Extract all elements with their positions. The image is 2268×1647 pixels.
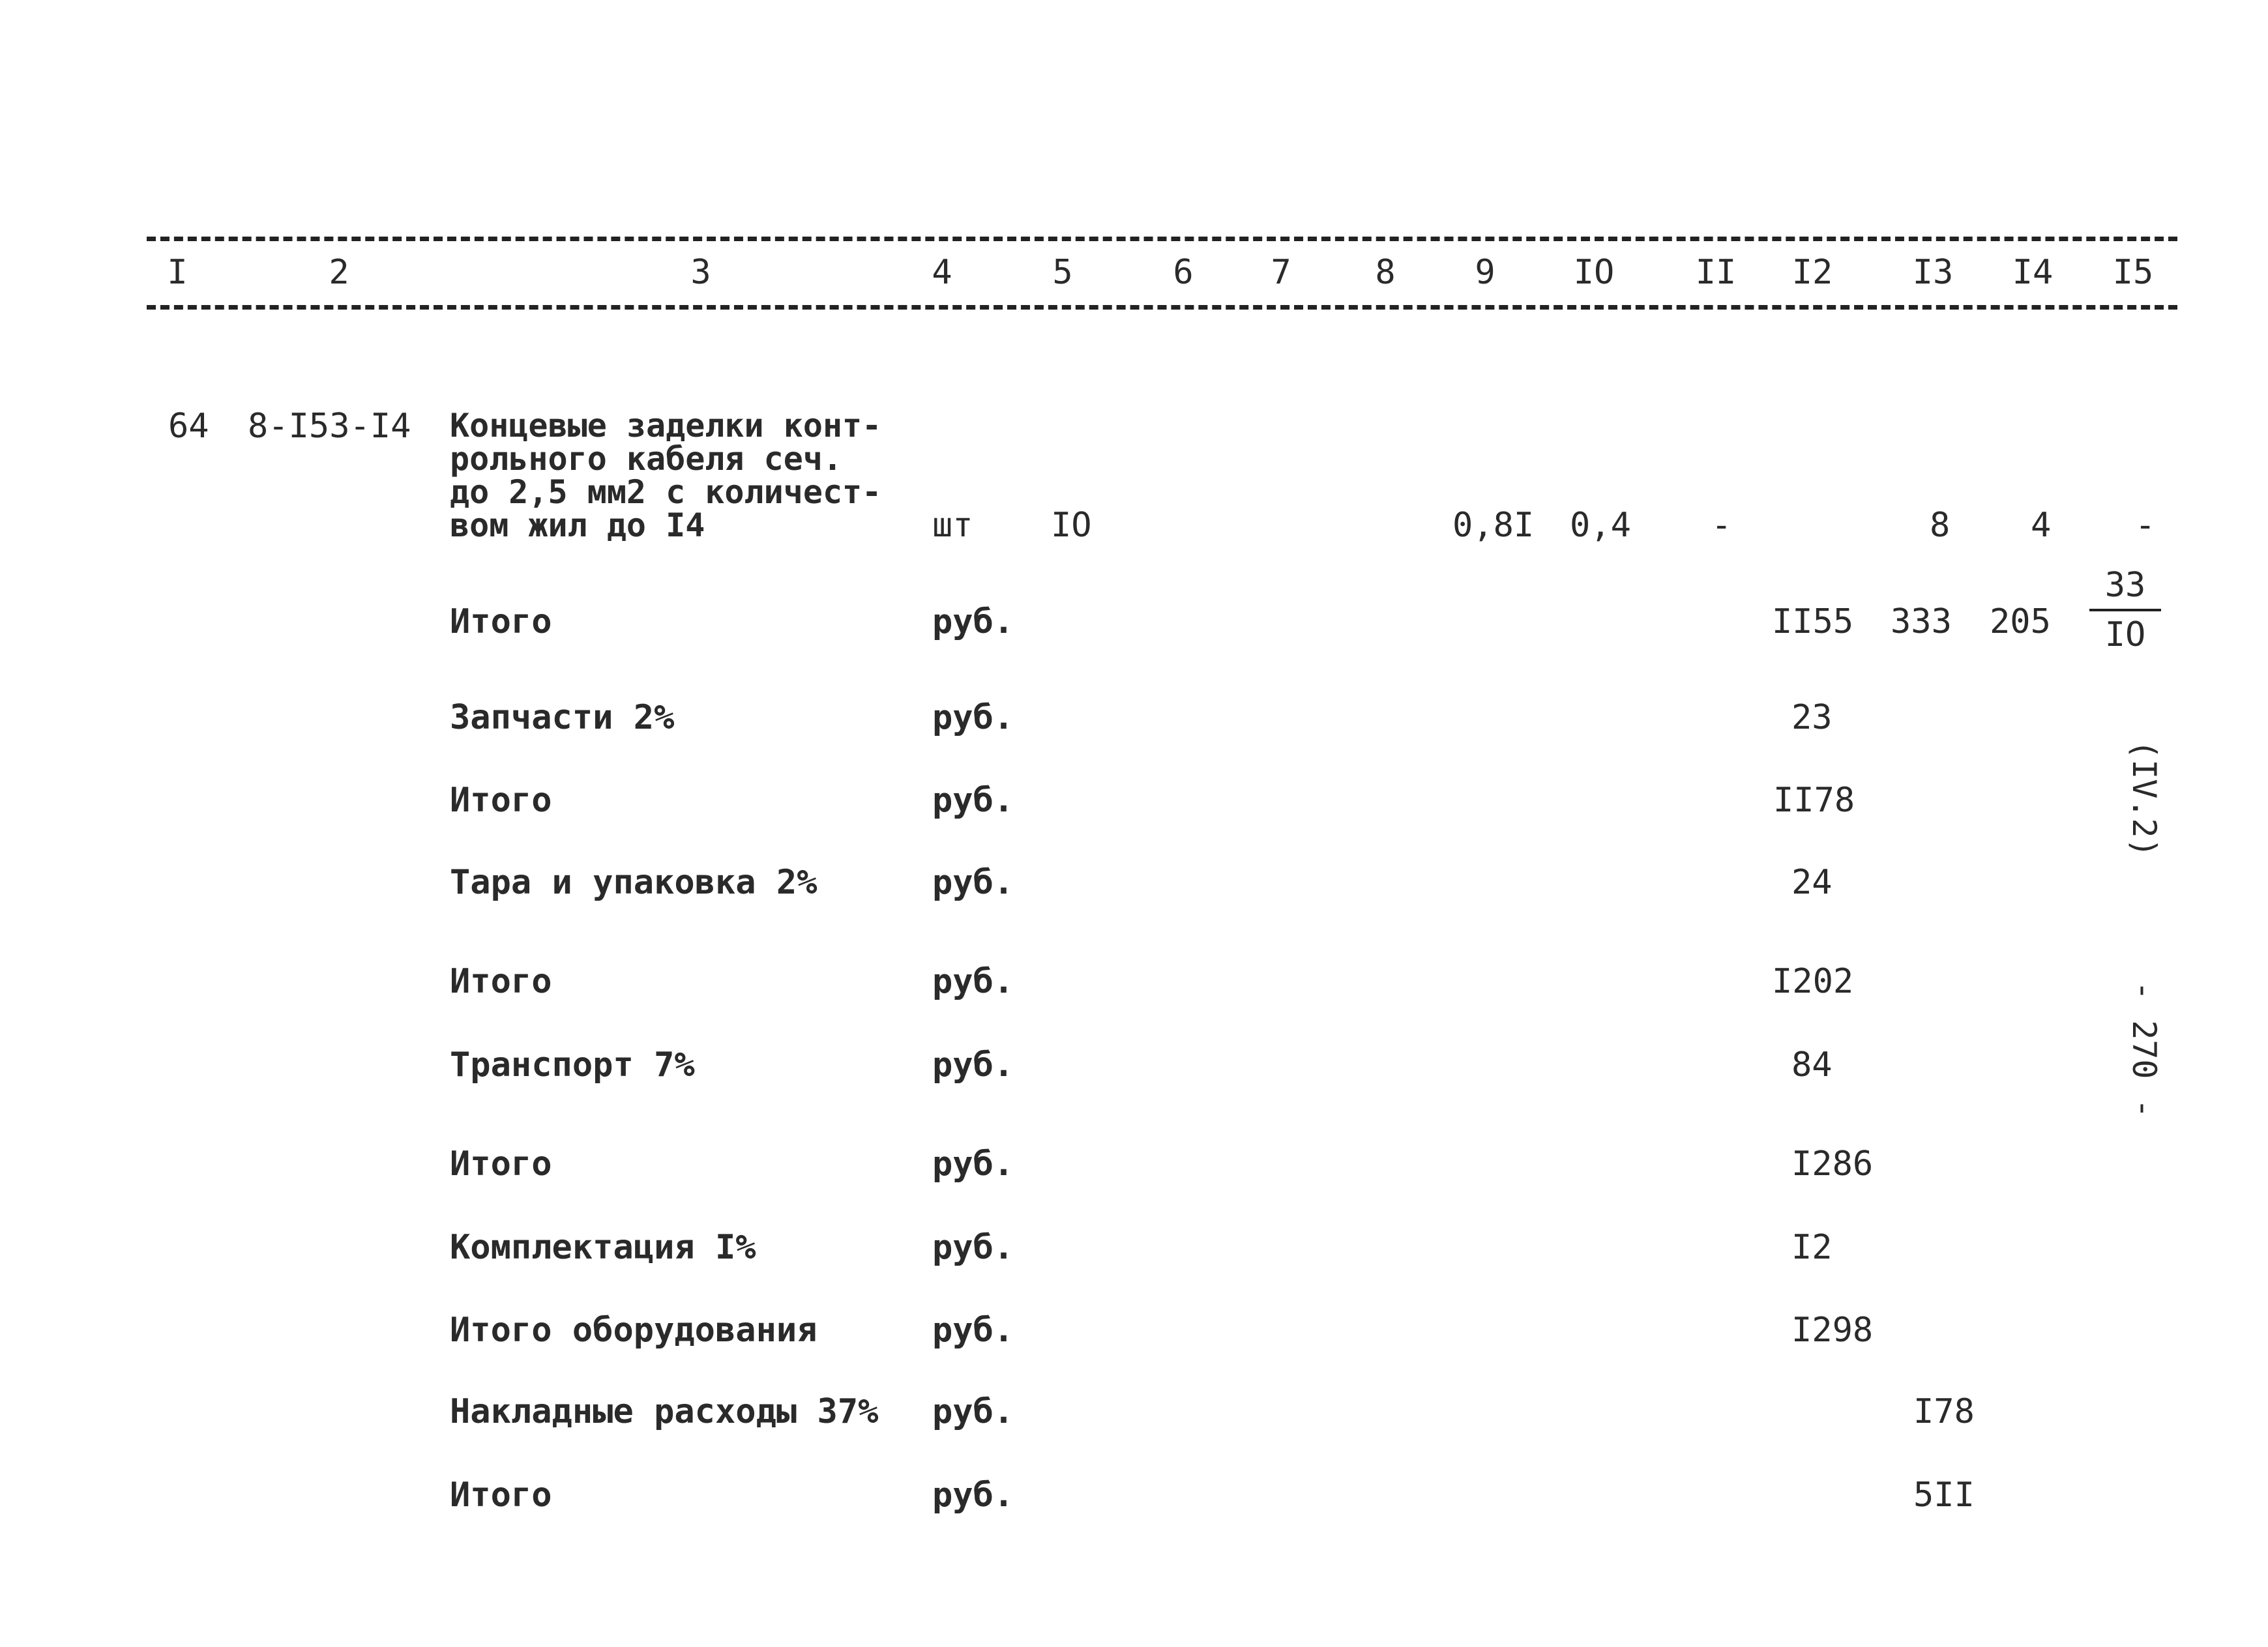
row-unit: руб.	[932, 1392, 1014, 1431]
header-top-rule	[147, 237, 2177, 241]
row-label: Итого	[450, 1476, 552, 1515]
row-unit: руб.	[932, 1228, 1014, 1267]
section-marker: (IV.2)	[2125, 740, 2163, 858]
column-header: 6	[1173, 253, 1194, 292]
row-label: Запчасти 2%	[450, 698, 675, 737]
column-header: I3	[1912, 253, 1954, 292]
row-unit: руб.	[932, 781, 1014, 820]
item-number: 64	[168, 407, 209, 446]
row-col14: 205	[1990, 602, 2051, 641]
column-header: 9	[1475, 253, 1495, 292]
row-label: Комплектация I%	[450, 1228, 756, 1267]
row-col12: I286	[1791, 1144, 1874, 1184]
row-unit: руб.	[932, 1045, 1014, 1085]
row-col12: 24	[1791, 863, 1833, 902]
item-description	[450, 409, 881, 542]
item-col13: 8	[1930, 506, 1951, 545]
row-unit: руб.	[932, 1476, 1014, 1515]
column-header: I5	[2112, 253, 2154, 292]
row-col12: I298	[1791, 1311, 1874, 1350]
description-line: Концевые заделки конт-	[450, 407, 882, 445]
description-line: вом жил до I4	[450, 506, 705, 544]
column-header: IO	[1573, 253, 1615, 292]
row-label: Итого оборудования	[450, 1311, 817, 1350]
row-unit: руб.	[932, 962, 1014, 1001]
column-header: I	[167, 253, 188, 292]
row-label: Итого	[450, 1144, 552, 1184]
row-col13: 5II	[1913, 1476, 1975, 1515]
row-unit: руб.	[932, 602, 1014, 641]
row-col13: I78	[1913, 1392, 1975, 1431]
row-col12: 84	[1791, 1045, 1833, 1085]
row-unit: руб.	[932, 1311, 1014, 1350]
fraction-denominator: IO	[2104, 615, 2146, 654]
column-header: II	[1695, 253, 1737, 292]
row-col12: II78	[1773, 781, 1855, 820]
item-col15: -	[2135, 506, 2156, 545]
item-col10: 0,4	[1570, 506, 1631, 545]
row-col12: I2	[1791, 1228, 1833, 1267]
description-line: рольного кабеля сеч.	[450, 440, 843, 478]
item-col9: 0,8I	[1452, 506, 1535, 545]
row-label: Итого	[450, 602, 552, 641]
column-header: 7	[1271, 253, 1291, 292]
item-unit: шт	[932, 506, 973, 545]
description-line: до 2,5 мм2 с количест-	[450, 473, 882, 511]
column-header: 3	[690, 253, 711, 292]
row-unit: руб.	[932, 698, 1014, 737]
item-qty: IO	[1051, 506, 1092, 545]
row-col12: 23	[1791, 698, 1833, 737]
item-code: 8-I53-I4	[248, 407, 411, 446]
row-label: Итого	[450, 962, 552, 1001]
item-col11: -	[1711, 506, 1732, 545]
column-header: 4	[932, 253, 952, 292]
column-header: I2	[1791, 253, 1833, 292]
row-unit: руб.	[932, 863, 1014, 902]
row-label: Накладные расходы 37%	[450, 1392, 879, 1431]
page-number: - 270 -	[2125, 981, 2163, 1118]
column-header: 8	[1375, 253, 1396, 292]
row-label: Тара и упаковка 2%	[450, 863, 817, 902]
column-header: I4	[2012, 253, 2054, 292]
row-label: Транспорт 7%	[450, 1045, 695, 1085]
row-col15-fraction	[2089, 566, 2161, 654]
fraction-numerator: 33	[2089, 566, 2161, 611]
row-unit: руб.	[932, 1144, 1014, 1184]
column-header: 2	[329, 253, 349, 292]
row-col13: 333	[1891, 602, 1952, 641]
item-col14: 4	[2031, 506, 2052, 545]
row-col12: I202	[1772, 962, 1854, 1001]
header-bottom-rule	[147, 305, 2177, 310]
row-label: Итого	[450, 781, 552, 820]
row-col12: II55	[1772, 602, 1854, 641]
column-header: 5	[1052, 253, 1073, 292]
